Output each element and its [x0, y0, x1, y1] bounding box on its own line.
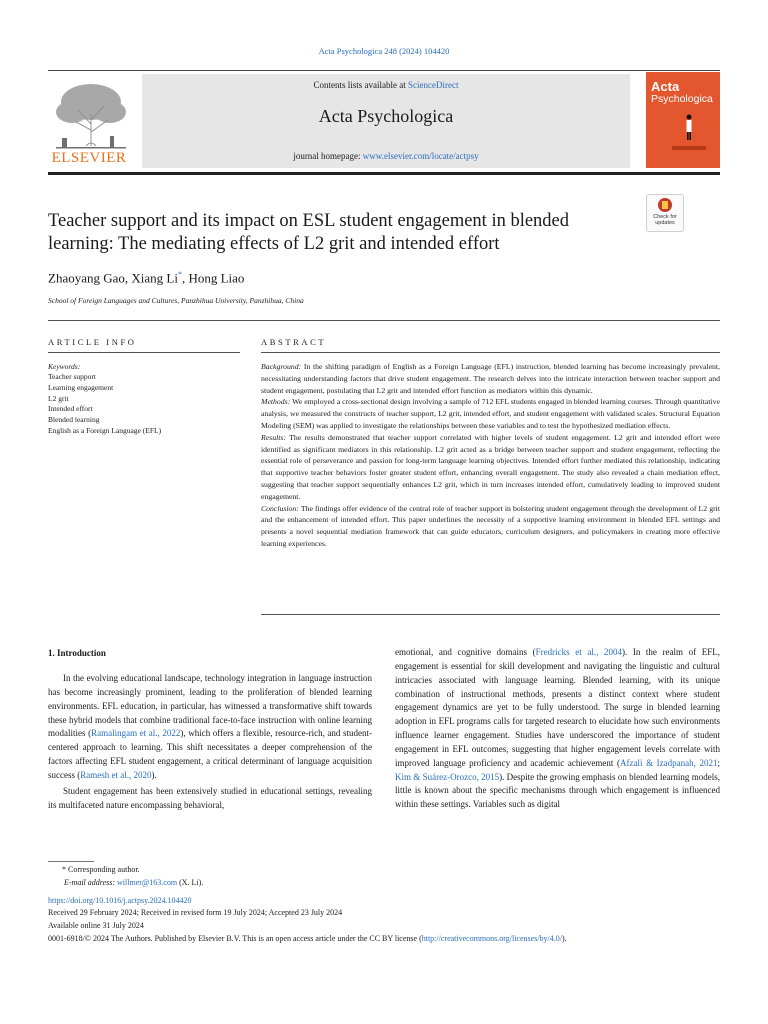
- keyword-item: English as a Foreign Language (EFL): [48, 425, 162, 435]
- doi-link[interactable]: https://doi.org/10.1016/j.actpsy.2024.104420: [48, 895, 192, 905]
- paragraph-text: emotional, and cognitive domains (: [395, 647, 536, 657]
- paragraph-text: ;: [717, 757, 720, 768]
- masthead-bottom-rule: [48, 172, 720, 175]
- paragraph-text: In the evolving educational landscape, technology integration in language instruction has become increasingly prominent, leading to the proliferation of blended learning environments. EFL education, in particular, has witnessed a transformative shift towards these hybrid models that combine traditional face-to-face instruction with online learning modalities (: [48, 673, 372, 739]
- corresponding-author-mark[interactable]: *: [177, 270, 182, 279]
- cover-base-shape: [672, 146, 706, 150]
- bookmark-icon: [662, 201, 668, 209]
- citation-link[interactable]: Fredricks et al., 2004: [535, 647, 622, 657]
- cover-title-psychologica: Psychologica: [651, 93, 713, 105]
- email-link[interactable]: willmer@163.com: [117, 877, 178, 887]
- footnote-rule: [48, 861, 94, 862]
- footnotes: [48, 864, 720, 946]
- paragraph-text: ). In the realm of EFL, engagement is essential for skill development and navigating the linguistic and cultural intricacies associated with language learning. Blended learning, with its unique combination of instructional methods, presents a distinct context where student engagement dynamics are yet to be fully understood. The surge in blended learning adoption in EFL programs calls for targeted research to elucidate how such environments influence learner engagement. Studies have underscored the importance of student engagement in EFL outcomes, suggesting that higher engagement levels correlate with improved language proficiency and academic achievement (: [395, 647, 720, 768]
- introduction-heading: 1. Introduction: [48, 648, 106, 658]
- author-list: Zhaoyang Gao, Xiang Li*, Hong Liao: [48, 270, 245, 286]
- abstract-top-rule: [261, 352, 720, 353]
- intro-paragraph-2: Student engagement has been extensively studied in educational settings, revealing its multifaceted nature encompassing behavioral,: [48, 785, 372, 810]
- keyword-item: Blended learning: [48, 415, 100, 425]
- body-column-left: [48, 672, 372, 812]
- abstract-section-text: The findings offer evidence of the central role of teacher support in bolstering student engagement through the development of L2 grit and the enhancement of intended effort. This paper underlines the necessity of a supportive learning environment in blended EFL settings and presents a novel sequential mediation framework that can guide educators, curriculum designers, and policymakers in creating more effective learning experiences.: [261, 503, 720, 548]
- check-updates-label: Check for updates: [653, 214, 677, 226]
- journal-title: Acta Psychologica: [318, 106, 454, 126]
- license-line: [48, 933, 720, 946]
- cover-title-acta: Acta: [651, 79, 680, 94]
- paragraph-text: ), which offers a flexible, resource-rich, and student-centered approach to learning. This shift necessitates a deeper comprehension of the factors affecting EFL student engagement, a critical determinant of language acquisition success (: [48, 728, 373, 780]
- abstract-bottom-rule: [261, 614, 720, 615]
- intro-paragraph-2-continued: [395, 646, 720, 812]
- email-label: E-mail address:: [64, 877, 116, 887]
- section-divider: [48, 320, 720, 321]
- journal-reference-link[interactable]: Acta Psychologica 248 (2024) 104420: [318, 46, 450, 56]
- homepage-prefix: journal homepage:: [293, 151, 363, 161]
- keyword-item: Intended effort: [48, 404, 93, 414]
- contents-line: [142, 80, 630, 90]
- abstract-body: [261, 361, 720, 550]
- license-text: 0001-6918/© 2024 The Authors. Published by Elsevier B.V. This is an open access article under the CC BY license (: [48, 933, 422, 943]
- paragraph-text: ). Despite the growing emphasis on blended learning models, little is known about the specific mechanisms through which engagement is influenced within these settings. Variables such as digital: [395, 771, 720, 810]
- sciencedirect-link[interactable]: ScienceDirect: [408, 80, 459, 90]
- journal-cover-thumbnail[interactable]: [646, 72, 720, 168]
- citation-link[interactable]: Kim & Suárez-Orozco, 2015: [395, 771, 500, 782]
- abstract-section-text: The results demonstrated that teacher support correlated with higher levels of student engagement. L2 grit and intended effort were identified as significant mediators in this relationship. L2 grit acted as a bridge between teacher support and student engagement, reflecting the essential role of perseverance and passion for long-term language learning objectives. Intended effort further mediated this relationship, indicating that supportive teacher behaviors foster greater student effort, enhancing overall engagement. The study also revealed a chain mediation effect, suggesting that teacher support sequentially enhances L2 grit, which in turn increases intended effort, cumulatively leading to improved student engagement.: [261, 432, 720, 501]
- abstract-background: [261, 361, 720, 396]
- footnote-mark: *: [62, 865, 66, 874]
- abstract-section-label: Results:: [261, 432, 286, 442]
- abstract-section-text: We employed a cross-sectional design involving a sample of 712 EFL students engaged in blended learning courses. Through quantitative analysis, we measured the constructs of teacher support, L2 grit, intended effort, and student engagement with validated scales. Structural Equation Modeling (SEM) was applied to investigate the relationships between these variables and to test the hypothesized mediation effects.: [261, 397, 720, 430]
- footnote-text: Corresponding author.: [66, 865, 140, 874]
- keyword-item: L2 grit: [48, 393, 69, 403]
- homepage-line: [142, 151, 630, 161]
- author-name[interactable]: Xiang Li: [131, 270, 178, 286]
- abstract-heading: ABSTRACT: [261, 337, 327, 347]
- abstract-section-label: Conclusion:: [261, 503, 299, 513]
- keyword-item: Teacher support: [48, 372, 96, 381]
- received-dates: Received 29 February 2024; Received in revised form 19 July 2024; Accepted 23 July 2024: [48, 908, 343, 918]
- author-name[interactable]: Hong Liao: [188, 270, 245, 286]
- article-info-heading: ARTICLE INFO: [48, 337, 137, 347]
- citation-link[interactable]: Afzali & Izadpanah, 2021: [619, 757, 718, 768]
- author-name[interactable]: Zhaoyang Gao: [48, 270, 125, 286]
- keyword-item: Learning engagement: [48, 382, 114, 392]
- license-link[interactable]: http://creativecommons.org/licenses/by/4.0/: [421, 933, 563, 943]
- email-note: [48, 877, 720, 890]
- available-online-date: Available online 31 July 2024: [48, 921, 144, 931]
- cover-figure-icon: [684, 114, 694, 140]
- intro-paragraph-1: [48, 672, 372, 783]
- elsevier-wordmark: ELSEVIER: [51, 150, 127, 166]
- citation-link[interactable]: Ramalingam et al., 2022: [91, 728, 181, 739]
- abstract-methods: [261, 396, 720, 431]
- keyword-list: [48, 372, 161, 437]
- abstract-section-label: Background:: [261, 362, 302, 371]
- abstract-results: [261, 432, 720, 503]
- corresponding-author-note: [48, 864, 720, 877]
- abstract-section-text: In the shifting paradigm of English as a Foreign Language (EFL) instruction, blended learning has become increasingly prevalent, necessitating understanding factors that drive student engagement. The research delves into the intricate interaction between teacher support and student engagement, postulating that L2 grit and intended effort function as mediators within this dynamic.: [261, 362, 720, 395]
- article-info-rule: [48, 352, 240, 353]
- abstract-conclusion: [261, 503, 720, 550]
- keywords-label: Keywords:: [48, 362, 81, 371]
- body-column-right: [395, 646, 720, 812]
- author-affiliation: School of Foreign Languages and Cultures, Panzhihua University, Panzhihua, China: [48, 296, 304, 305]
- license-suffix: ).: [562, 933, 567, 943]
- citation-link[interactable]: Ramesh et al., 2020: [80, 769, 152, 780]
- check-for-updates-button[interactable]: [646, 194, 684, 232]
- article-title: Teacher support and its impact on ESL student engagement in blended learning: The mediating effects of L2 grit and intended effort: [48, 211, 570, 254]
- contents-prefix: Contents lists available at: [313, 80, 408, 90]
- abstract-section-label: Methods:: [261, 397, 291, 407]
- journal-homepage-link[interactable]: www.elsevier.com/locate/actpsy: [362, 151, 479, 161]
- paragraph-text: ).: [151, 769, 157, 780]
- email-suffix: (X. Li).: [177, 877, 204, 887]
- masthead-top-rule: [48, 70, 720, 71]
